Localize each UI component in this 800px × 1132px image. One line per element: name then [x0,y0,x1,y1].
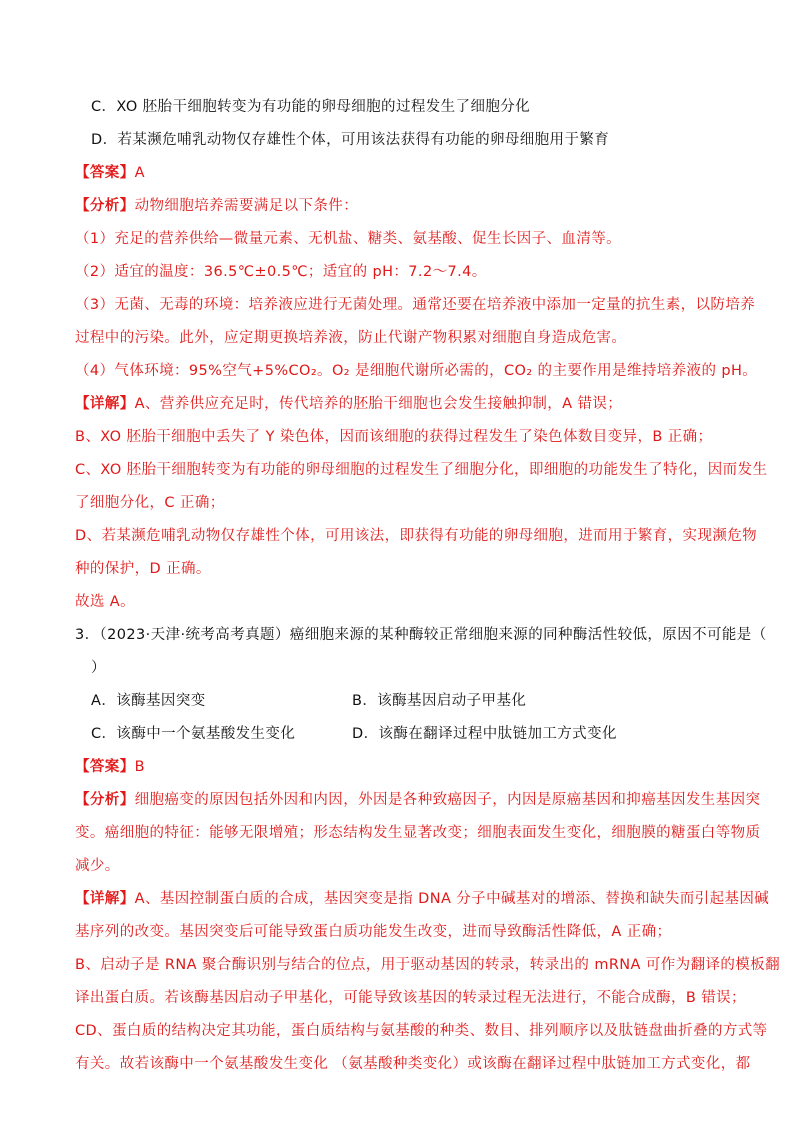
q3-detail-line: CD、蛋白质的结构决定其功能，蛋白质结构与氨基酸的种类、数目、排列顺序以及肽链盘曲折叠的方式等 [75,1023,768,1039]
q2-detail-line: 故选 A。 [75,594,136,610]
q2-detail-line: 种的保护，D 正确。 [75,561,211,577]
q3-option-d: D．该酶在翻译过程中肽链加工方式变化 [352,726,617,742]
q3-analysis-line: 变。癌细胞的特征：能够无限增殖；形态结构发生显著改变；细胞表面发生变化，细胞膜的糖蛋白等物质 [75,825,761,841]
q3-answer [0,757,800,777]
q2-analysis-line: 过程中的污染。此外，应定期更换培养液，防止代谢产物积累对细胞自身造成危害。 [75,330,627,346]
q3-detail-line: B、启动子是 RNA 聚合酶识别与结合的位点，用于驱动基因的转录，转录出的 mRNA 可作为翻译的模板翻 [75,957,780,973]
q3-detail-line: 基序列的改变。基因突变后可能导致蛋白质功能发生改变，进而导致酶活性降低，A 正确； [75,924,672,940]
q3-analysis [0,790,800,810]
detail-tag: 【详解】 [75,891,135,907]
q2-analysis-line: （3）无菌、无毒的环境：培养液应进行无菌处理。通常还要在培养液中添加一定量的抗生素，以防培养 [75,297,756,313]
analysis-first: 细胞癌变的原因包括外因和内因，外因是各种致癌因子，内因是原癌基因和抑癌基因发生基因突 [134,792,761,808]
q3-option-b: B．该酶基因启动子甲基化 [352,693,527,709]
analysis-intro: 动物细胞培养需要满足以下条件： [134,198,359,214]
q2-option-c: C．XO 胚胎干细胞转变为有功能的卵母细胞的过程发生了细胞分化 [91,99,531,115]
q2-detail-line: D、若某濒危哺乳动物仅存雄性个体，可用该法，即获得有功能的卵母细胞，进而用于繁育，实现濒危物 [75,528,758,544]
q2-detail-line: 了细胞分化，C 正确； [75,495,225,511]
analysis-tag: 【分析】 [75,792,135,808]
q2-analysis-line: （4）气体环境：95%空气+5%CO₂。O₂ 是细胞代谢所必需的，CO₂ 的主要作用是维持培养液的 pH。 [75,363,758,379]
q3-detail-line: 有关。故若该酶中一个氨基酸发生变化 （氨基酸种类变化）或该酶在翻译过程中肽链加工方式变化，都 [75,1056,751,1072]
q2-option-d: D．若某濒危哺乳动物仅存雄性个体，可用该法获得有功能的卵母细胞用于繁育 [91,132,610,148]
answer-tag: 【答案】 [75,165,135,181]
detail-tag: 【详解】 [75,396,135,412]
detail-first: A、基因控制蛋白质的合成，基因突变是指 DNA 分子中碱基对的增添、替换和缺失而引起基因碱 [134,891,770,907]
q3-option-c: C．该酶中一个氨基酸发生变化 [91,726,296,742]
q3-analysis-line: 减少。 [75,858,120,874]
q3-detail [0,889,800,909]
analysis-tag: 【分析】 [75,198,135,214]
q2-detail [0,394,800,414]
q2-analysis [0,196,800,216]
detail-first: A、营养供应充足时，传代培养的胚胎干细胞也会发生接触抑制，A 错误； [134,396,623,412]
q2-analysis-line: （2）适宜的温度：36.5℃±0.5℃；适宜的 pH：7.2～7.4。 [75,264,487,280]
q3-stem-cont: ） [91,660,106,676]
q3-stem: 3．（2023·天津·统考高考真题）癌细胞来源的某种酶较正常细胞来源的同种酶活性较低，原因不可能是（ [75,627,767,643]
q2-detail-line: C、XO 胚胎干细胞转变为有功能的卵母细胞的过程发生了细胞分化，即细胞的功能发生了特化，因而发生 [75,462,768,478]
q2-detail-line: B、XO 胚胎干细胞中丢失了 Y 染色体，因而该细胞的获得过程发生了染色体数目变异，B 正确； [75,429,713,445]
answer-value: A [134,165,145,181]
q2-analysis-line: （1）充足的营养供给—微量元素、无机盐、糖类、氨基酸、促生长因子、血清等。 [75,231,622,247]
q3-option-a: A．该酶基因突变 [91,693,206,709]
q3-detail-line: 译出蛋白质。若该酶基因启动子甲基化，可能导致该基因的转录过程无法进行，不能合成酶，B 错误； [75,990,746,1006]
q2-answer [0,163,800,183]
answer-value: B [134,759,145,775]
answer-tag: 【答案】 [75,759,135,775]
